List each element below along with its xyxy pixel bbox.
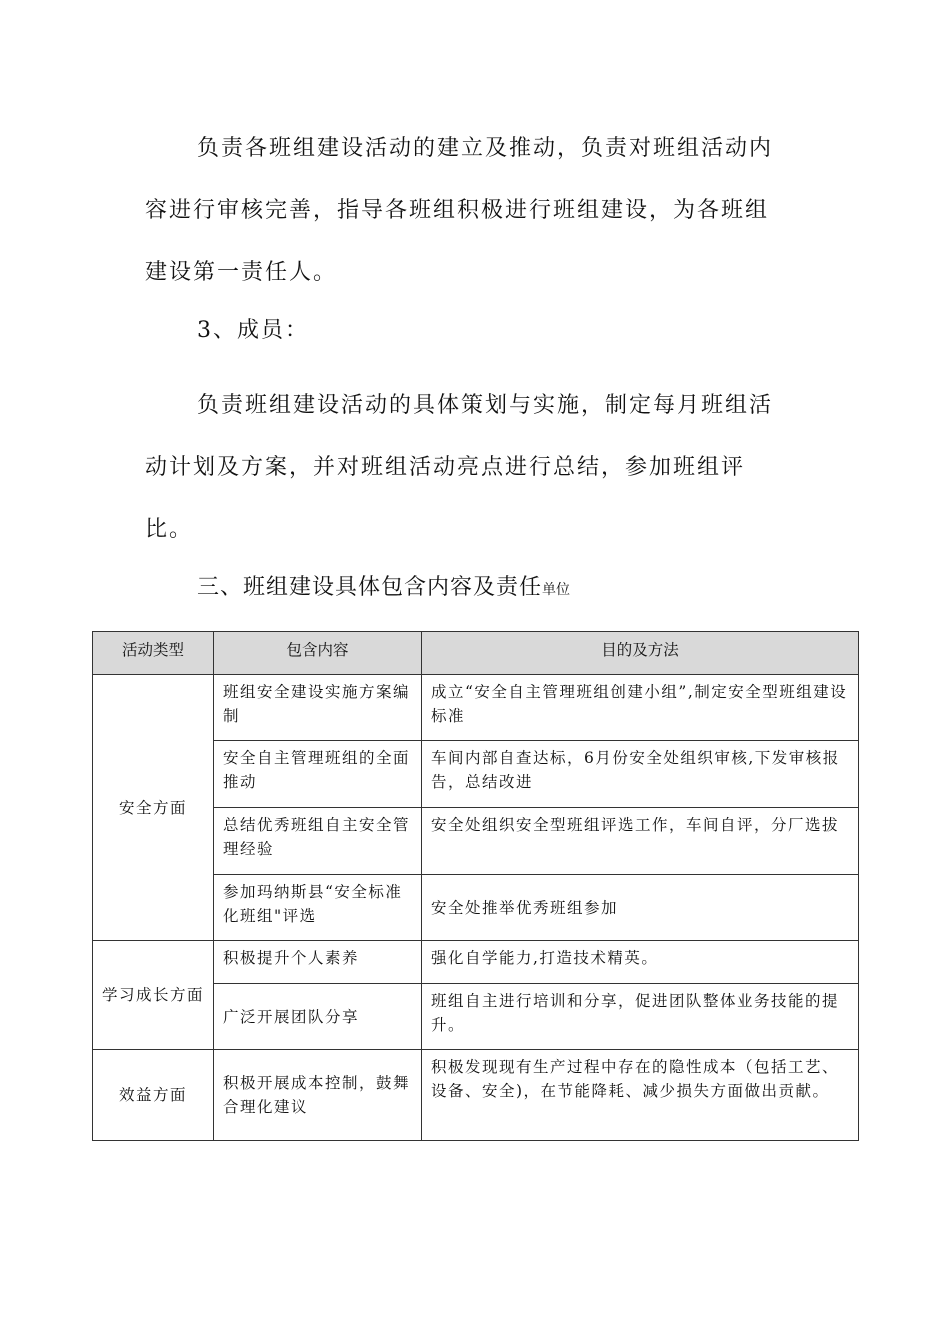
paragraph-responsibility: 负责各班组建设活动的建立及推动，负责对班组活动内容进行审核完善，指导各班组积极进行班组建设，为各班组建设第一责任人。: [145, 136, 774, 285]
section-heading-main: 三、班组建设具体包含内容及责任: [197, 575, 543, 600]
content-cell: 班组安全建设实施方案编制: [214, 675, 422, 741]
content-cell: 总结优秀班组自主安全管理经验: [214, 808, 422, 875]
header-activity-type: 活动类型: [93, 632, 214, 675]
method-cell: 强化自学能力,打造技术精英。: [422, 941, 859, 984]
method-cell: 积极发现现有生产过程中存在的隐性成本（包括工艺、设备、安全)，在节能降耗、减少损失方面做出贡献。: [422, 1050, 859, 1141]
table-row: [93, 941, 859, 984]
paragraph-members-heading: 3、成员：: [197, 318, 309, 343]
method-cell: 成立“安全自主管理班组创建小组”,制定安全型班组建设标准: [422, 675, 859, 741]
method-cell: 安全处推举优秀班组参加: [422, 875, 859, 941]
header-purpose-method: 目的及方法: [422, 632, 859, 675]
category-cell: 安全方面: [93, 675, 214, 941]
method-cell: 安全处组织安全型班组评选工作，车间自评，分厂选拔: [422, 808, 859, 875]
content-cell: 参加玛纳斯县“安全标准化班组"评选: [214, 875, 422, 941]
section-heading: [197, 570, 570, 601]
content-cell: 广泛开展团队分享: [214, 984, 422, 1050]
category-cell: 效益方面: [93, 1050, 214, 1141]
table-header-row: [93, 632, 859, 675]
content-cell: 积极提升个人素养: [214, 941, 422, 984]
method-cell: 班组自主进行培训和分享，促进团队整体业务技能的提升。: [422, 984, 859, 1050]
table-row: [93, 1050, 859, 1141]
table-row: [93, 675, 859, 741]
content-cell: 积极开展成本控制，鼓舞合理化建议: [214, 1050, 422, 1141]
paragraph-members-duty: 负责班组建设活动的具体策划与实施，制定每月班组活动计划及方案，并对班组活动亮点进行总结，参加班组评比。: [145, 393, 774, 542]
section-heading-suffix: 单位: [542, 582, 571, 598]
content-table: [92, 631, 859, 1141]
method-cell: 车间内部自查达标，6月份安全处组织审核,下发审核报告，总结改进: [422, 741, 859, 808]
category-cell: 学习成长方面: [93, 941, 214, 1050]
header-content: 包含内容: [214, 632, 422, 675]
content-cell: 安全自主管理班组的全面推动: [214, 741, 422, 808]
